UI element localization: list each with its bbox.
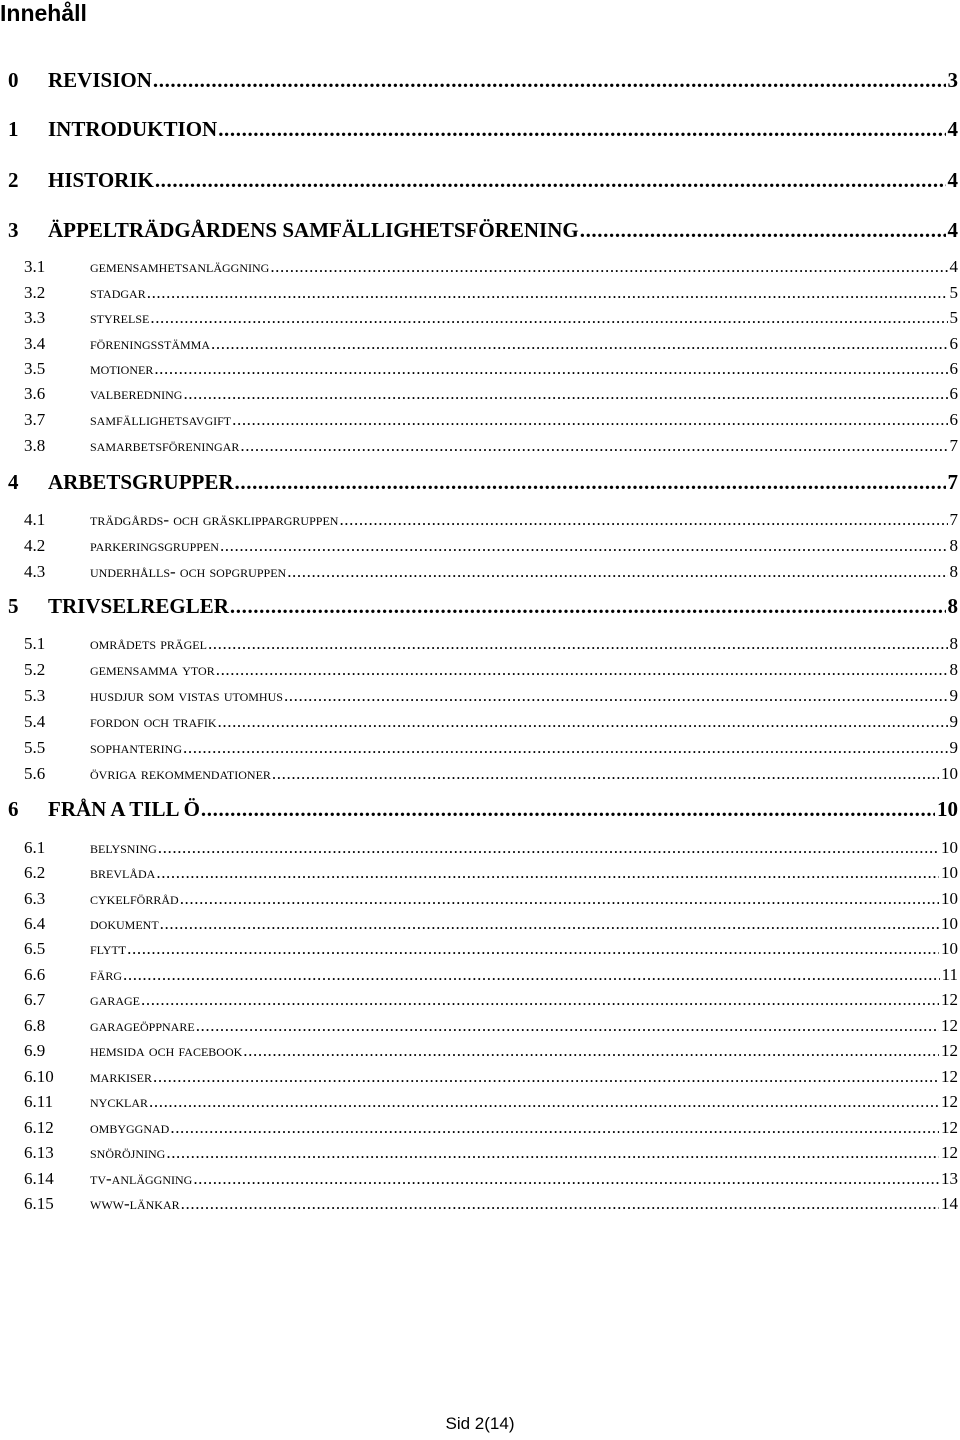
toc-entry-page-number: 12	[941, 1143, 958, 1162]
toc-section-entry[interactable]	[24, 436, 958, 456]
toc-entry-number: 6.11	[24, 1092, 54, 1111]
toc-entry-title: gemensamma ytor	[90, 660, 215, 679]
toc-dot-leader	[218, 117, 945, 142]
toc-entry-number: 6.14	[24, 1169, 54, 1188]
toc-entry-page-number: 10	[937, 797, 958, 821]
toc-entry-title: garageöppnare	[90, 1016, 195, 1035]
toc-entry-page-number: 10	[941, 838, 958, 857]
toc-entry-number: 6.8	[24, 1016, 46, 1035]
toc-entry-title: HISTORIK	[48, 168, 154, 192]
toc-entry-title: ARBETSGRUPPER	[48, 470, 234, 494]
toc-entry-page-number: 10	[941, 863, 958, 882]
toc-entry-page-number: 7	[949, 436, 958, 455]
toc-dot-leader	[580, 218, 946, 243]
toc-entry-number: 5	[8, 594, 19, 618]
toc-entry-number: 6.1	[24, 838, 46, 857]
toc-entry-number: 5.1	[24, 634, 46, 653]
toc-entry-page-number: 12	[941, 1041, 958, 1060]
toc-entry-page-number: 8	[949, 634, 958, 653]
toc-dot-leader	[127, 939, 939, 959]
toc-section-entry[interactable]	[24, 510, 958, 530]
toc-chapter-entry[interactable]	[8, 797, 958, 822]
toc-entry-page-number: 10	[941, 914, 958, 933]
toc-entry-page-number: 4	[947, 117, 958, 141]
toc-chapter-entry[interactable]	[8, 470, 958, 495]
toc-section-entry[interactable]	[24, 562, 958, 582]
toc-entry-number: 3.1	[24, 257, 46, 276]
toc-section-entry[interactable]	[24, 1067, 958, 1087]
page-heading: Innehåll	[0, 0, 87, 26]
toc-section-entry[interactable]	[24, 990, 958, 1010]
toc-entry-number: 2	[8, 168, 19, 192]
toc-entry-number: 5.5	[24, 738, 46, 757]
toc-entry-page-number: 6	[949, 359, 958, 378]
toc-section-entry[interactable]	[24, 838, 958, 858]
toc-entry-number: 6.5	[24, 939, 46, 958]
toc-entry-title: dokument	[90, 914, 159, 933]
toc-entry-title: INTRODUKTION	[48, 117, 218, 141]
toc-entry-title: fordon och trafik	[90, 712, 217, 731]
toc-entry-page-number: 12	[941, 1067, 958, 1086]
toc-section-entry[interactable]	[24, 712, 958, 732]
toc-section-entry[interactable]	[24, 634, 958, 654]
toc-section-entry[interactable]	[24, 939, 958, 959]
toc-section-entry[interactable]	[24, 308, 958, 328]
toc-dot-leader	[232, 410, 947, 430]
toc-entry-title: cykelförråd	[90, 889, 179, 908]
toc-entry-number: 5.3	[24, 686, 46, 705]
toc-entry-title: samarbetsföreningar	[90, 436, 240, 455]
toc-entry-page-number: 4	[947, 168, 958, 192]
toc-entry-title: motioner	[90, 359, 154, 378]
toc-entry-page-number: 6	[949, 410, 958, 429]
toc-entry-page-number: 5	[949, 308, 958, 327]
toc-entry-page-number: 9	[949, 686, 958, 705]
toc-entry-title: flytt	[90, 939, 127, 958]
toc-entry-number: 3.6	[24, 384, 46, 403]
toc-entry-title: föreningsstämma	[90, 334, 211, 353]
toc-entry-number: 6.10	[24, 1067, 54, 1086]
toc-entry-number: 6.2	[24, 863, 46, 882]
toc-entry-title: färg	[90, 965, 123, 984]
toc-entry-title: parkeringsgruppen	[90, 536, 219, 555]
toc-entry-title: FRÅN A TILL Ö	[48, 797, 200, 821]
toc-section-entry[interactable]	[24, 1143, 958, 1163]
toc-entry-title: TRIVSELREGLER	[48, 594, 229, 618]
toc-entry-page-number: 13	[941, 1169, 958, 1188]
toc-dot-leader	[180, 889, 939, 909]
toc-dot-leader	[193, 1169, 939, 1189]
toc-dot-leader	[284, 686, 948, 706]
toc-entry-page-number: 9	[949, 712, 958, 731]
toc-dot-leader	[201, 797, 935, 822]
toc-section-entry[interactable]	[24, 1041, 958, 1061]
toc-entry-title: nycklar	[90, 1092, 149, 1111]
toc-entry-title: valberedning	[90, 384, 183, 403]
toc-entry-number: 6	[8, 797, 19, 821]
toc-dot-leader	[150, 308, 947, 328]
toc-entry-number: 3.3	[24, 308, 46, 327]
toc-dot-leader	[155, 168, 946, 193]
toc-entry-title: stadgar	[90, 283, 146, 302]
toc-entry-number: 4	[8, 470, 19, 494]
toc-entry-page-number: 12	[941, 990, 958, 1009]
toc-entry-number: 4.1	[24, 510, 46, 529]
toc-entry-number: 5.2	[24, 660, 46, 679]
toc-entry-page-number: 11	[941, 965, 958, 984]
toc-entry-page-number: 12	[941, 1118, 958, 1137]
toc-section-entry[interactable]	[24, 536, 958, 556]
toc-entry-page-number: 14	[941, 1194, 958, 1213]
toc-entry-page-number: 6	[949, 384, 958, 403]
toc-entry-title: ombyggnad	[90, 1118, 170, 1137]
toc-entry-number: 6.7	[24, 990, 46, 1009]
toc-dot-leader	[170, 1118, 939, 1138]
toc-entry-number: 3.4	[24, 334, 46, 353]
toc-section-entry[interactable]	[24, 1194, 958, 1214]
toc-entry-title: övriga rekommendationer	[90, 764, 271, 783]
toc-dot-leader	[153, 1067, 939, 1087]
toc-entry-title: snöröjning	[90, 1143, 166, 1162]
toc-chapter-entry[interactable]	[8, 168, 958, 193]
toc-chapter-entry[interactable]	[8, 218, 958, 243]
toc-entry-title: ÄPPELTRÄDGÅRDENS SAMFÄLLIGHETSFÖRENING	[48, 218, 579, 242]
toc-dot-leader	[216, 660, 948, 680]
toc-chapter-entry[interactable]	[8, 594, 958, 619]
toc-entry-title: tv-anläggning	[90, 1169, 193, 1188]
toc-section-entry[interactable]	[24, 334, 958, 354]
toc-entry-title: områdets prägel	[90, 634, 207, 653]
toc-section-entry[interactable]	[24, 965, 958, 985]
toc-entry-title: trädgårds- och gräsklippargruppen	[90, 510, 339, 529]
toc-dot-leader	[156, 863, 939, 883]
toc-entry-number: 5.6	[24, 764, 46, 783]
toc-entry-number: 6.13	[24, 1143, 54, 1162]
toc-dot-leader	[196, 1016, 939, 1036]
toc-entry-number: 6.12	[24, 1118, 54, 1137]
toc-entry-page-number: 4	[949, 257, 958, 276]
toc-entry-number: 1	[8, 117, 19, 141]
toc-dot-leader	[230, 594, 946, 619]
toc-dot-leader	[220, 536, 948, 556]
toc-entry-title: belysning	[90, 838, 157, 857]
toc-entry-page-number: 8	[947, 594, 958, 618]
toc-entry-page-number: 8	[949, 660, 958, 679]
toc-entry-page-number: 12	[941, 1016, 958, 1035]
toc-section-entry[interactable]	[24, 889, 958, 909]
toc-entry-title: gemensamhetsanläggning	[90, 257, 270, 276]
toc-section-entry[interactable]	[24, 1118, 958, 1138]
toc-dot-leader	[154, 359, 947, 379]
toc-section-entry[interactable]	[24, 410, 958, 430]
toc-dot-leader	[235, 470, 946, 495]
toc-entry-number: 3.5	[24, 359, 46, 378]
toc-entry-page-number: 9	[949, 738, 958, 757]
toc-dot-leader	[218, 712, 948, 732]
toc-entry-title: styrelse	[90, 308, 150, 327]
toc-dot-leader	[166, 1143, 939, 1163]
toc-entry-page-number: 10	[941, 764, 958, 783]
toc-section-entry[interactable]	[24, 359, 958, 379]
toc-entry-title: hemsida och facebook	[90, 1041, 243, 1060]
toc-entry-number: 6.6	[24, 965, 46, 984]
toc-dot-leader	[211, 334, 947, 354]
toc-entry-number: 6.3	[24, 889, 46, 908]
toc-dot-leader	[153, 68, 946, 93]
toc-dot-leader	[160, 914, 939, 934]
toc-entry-number: 6.4	[24, 914, 46, 933]
toc-entry-page-number: 10	[941, 889, 958, 908]
toc-entry-number: 3.8	[24, 436, 46, 455]
toc-entry-number: 0	[8, 68, 19, 92]
toc-dot-leader	[208, 634, 948, 654]
toc-entry-number: 3.2	[24, 283, 46, 302]
toc-entry-page-number: 10	[941, 939, 958, 958]
toc-section-entry[interactable]	[24, 384, 958, 404]
toc-entry-number: 4.3	[24, 562, 46, 581]
toc-entry-number: 3.7	[24, 410, 46, 429]
toc-dot-leader	[183, 384, 947, 404]
toc-entry-page-number: 5	[949, 283, 958, 302]
toc-section-entry[interactable]	[24, 1092, 958, 1112]
toc-entry-page-number: 6	[949, 334, 958, 353]
toc-section-entry[interactable]	[24, 764, 958, 784]
toc-entry-title: sophantering	[90, 738, 183, 757]
toc-entry-number: 6.15	[24, 1194, 54, 1213]
toc-chapter-entry[interactable]	[8, 117, 958, 142]
toc-dot-leader	[183, 738, 947, 758]
toc-section-entry[interactable]	[24, 686, 958, 706]
toc-entry-number: 6.9	[24, 1041, 46, 1060]
toc-dot-leader	[181, 1194, 939, 1214]
toc-dot-leader	[141, 990, 939, 1010]
toc-entry-title: underhålls- och sopgruppen	[90, 562, 287, 581]
toc-section-entry[interactable]	[24, 863, 958, 883]
toc-entry-title: markiser	[90, 1067, 153, 1086]
toc-entry-number: 5.4	[24, 712, 46, 731]
toc-section-entry[interactable]	[24, 660, 958, 680]
toc-entry-title: garage	[90, 990, 140, 1009]
toc-section-entry[interactable]	[24, 1169, 958, 1189]
toc-section-entry[interactable]	[24, 738, 958, 758]
toc-entry-page-number: 8	[949, 562, 958, 581]
toc-section-entry[interactable]	[24, 914, 958, 934]
toc-dot-leader	[270, 257, 947, 277]
toc-section-entry[interactable]	[24, 257, 958, 277]
toc-entry-page-number: 7	[949, 510, 958, 529]
toc-dot-leader	[149, 1092, 939, 1112]
toc-dot-leader	[158, 838, 939, 858]
toc-dot-leader	[272, 764, 939, 784]
toc-dot-leader	[287, 562, 947, 582]
toc-dot-leader	[123, 965, 940, 985]
toc-dot-leader	[240, 436, 947, 456]
toc-section-entry[interactable]	[24, 283, 958, 303]
toc-entry-title: REVISION	[48, 68, 152, 92]
toc-dot-leader	[147, 283, 948, 303]
toc-dot-leader	[243, 1041, 939, 1061]
page-footer: Sid 2(14)	[445, 1414, 515, 1433]
toc-entry-page-number: 3	[947, 68, 958, 92]
toc-dot-leader	[339, 510, 947, 530]
toc-entry-page-number: 4	[947, 218, 958, 242]
toc-entry-number: 4.2	[24, 536, 46, 555]
toc-entry-title: www-länkar	[90, 1194, 180, 1213]
toc-entry-page-number: 7	[947, 470, 958, 494]
toc-entry-page-number: 8	[949, 536, 958, 555]
toc-entry-title: brevlåda	[90, 863, 156, 882]
toc-entry-title: samfällighetsavgift	[90, 410, 232, 429]
toc-entry-title: husdjur som vistas utomhus	[90, 686, 283, 705]
toc-section-entry[interactable]	[24, 1016, 958, 1036]
toc-entry-page-number: 12	[941, 1092, 958, 1111]
toc-chapter-entry[interactable]	[8, 68, 958, 93]
toc-entry-number: 3	[8, 218, 19, 242]
